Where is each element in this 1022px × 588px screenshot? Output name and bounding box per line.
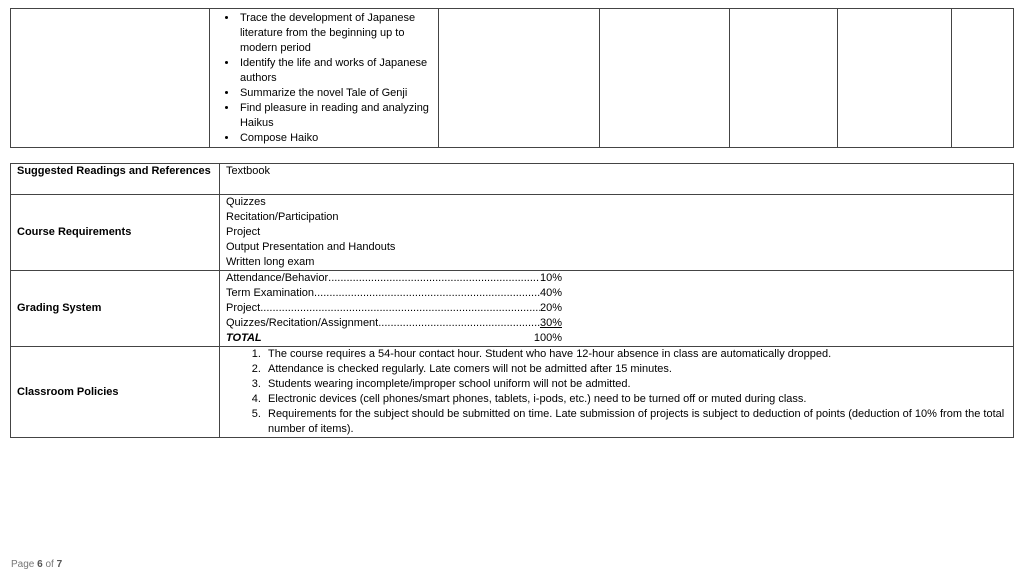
grading-label: Grading System (11, 271, 220, 347)
empty-cell (11, 9, 210, 148)
grade-total (226, 331, 562, 346)
leader-dots (260, 301, 540, 316)
page-word: Page (11, 559, 35, 570)
objectives-cell (209, 9, 438, 148)
policies-cell (220, 347, 1014, 438)
grade-total-label: TOTAL (226, 332, 262, 344)
total-pages: 7 (56, 559, 63, 570)
requirement-item: Output Presentation and Handouts (226, 241, 396, 253)
policies-list (226, 347, 1007, 437)
grade-total-percent: 100% (533, 332, 562, 344)
spacer (262, 331, 534, 346)
grade-item-name: Project (226, 302, 261, 314)
objective-item: • Compose Haiko (238, 131, 438, 146)
requirements-list (226, 195, 1007, 270)
grade-item-percent: 10% (539, 272, 562, 284)
policy-item: 1. The course requires a 54-hour contact hour. Student who have 12-hour absence in class are automatically dropped. (264, 347, 1007, 362)
requirement-item: Written long exam (226, 256, 315, 268)
empty-cell (599, 9, 729, 148)
grade-item-name: Attendance/Behavior (226, 272, 329, 284)
readings-value: Textbook (220, 164, 1014, 195)
grade-item (226, 316, 562, 331)
grade-item (226, 301, 562, 316)
objectives-table (10, 8, 1014, 148)
grading-row (11, 271, 1014, 347)
grade-item-percent: 40% (539, 287, 562, 299)
empty-cell (838, 9, 952, 148)
readings-row (11, 164, 1014, 195)
grading-cell (220, 271, 1014, 347)
policy-item: 5. Requirements for the subject should be submitted on time. Late submission of projects is subject to deduction of points (deduction of 10% from the total number of items). (264, 407, 1007, 437)
requirement-item: Recitation/Participation (226, 211, 339, 223)
grade-item-percent: 30% (539, 317, 562, 329)
grade-item-percent: 20% (539, 302, 562, 314)
grade-item (226, 286, 562, 301)
objective-item: • Summarize the novel Tale of Genji (238, 86, 438, 101)
of-word: of (45, 559, 54, 570)
requirements-row (11, 195, 1014, 271)
objective-item: • Trace the development of Japanese literature from the beginning up to modern period (238, 11, 438, 56)
policy-item: 3. Students wearing incomplete/improper school uniform will not be admitted. (264, 377, 1007, 392)
requirement-item: Quizzes (226, 196, 266, 208)
requirement-item: Project (226, 226, 261, 238)
empty-cell (439, 9, 600, 148)
grade-item-name: Quizzes/Recitation/Assignment (226, 317, 379, 329)
leader-dots (378, 316, 540, 331)
objective-item: • Identify the life and works of Japanese authors (238, 56, 438, 86)
empty-cell (952, 9, 1014, 148)
grade-item (226, 271, 562, 286)
requirements-label: Course Requirements (11, 195, 220, 271)
policies-label: Classroom Policies (11, 347, 220, 438)
objectives-row (11, 9, 1014, 148)
policy-item: 2. Attendance is checked regularly. Late comers will not be admitted after 15 minutes. (264, 362, 1007, 377)
policies-row (11, 347, 1014, 438)
current-page: 6 (37, 559, 43, 570)
readings-label: Suggested Readings and References (11, 164, 220, 195)
syllabus-table (10, 163, 1014, 438)
policy-item: 4. Electronic devices (cell phones/smart phones, tablets, i-pods, etc.) need to be turned off or muted during class. (264, 392, 1007, 407)
objectives-list (210, 11, 438, 146)
requirements-cell (220, 195, 1014, 271)
grade-item-name: Term Examination (226, 287, 315, 299)
objective-item: • Find pleasure in reading and analyzing Haikus (238, 101, 438, 131)
leader-dots (328, 271, 540, 286)
page-number (11, 559, 62, 570)
empty-cell (730, 9, 838, 148)
leader-dots (314, 286, 540, 301)
